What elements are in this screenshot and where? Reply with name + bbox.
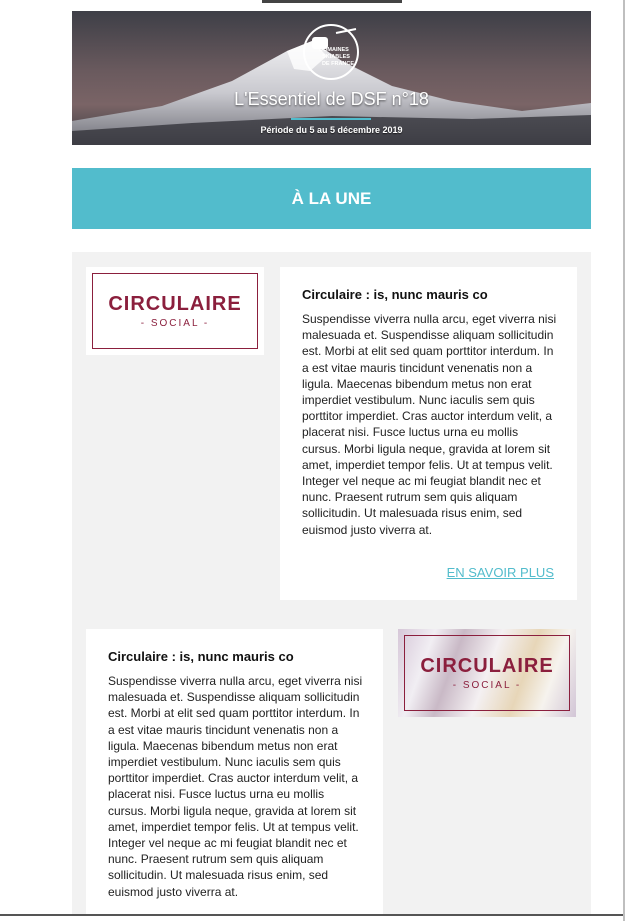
article-2-thumbnail[interactable]	[398, 629, 576, 717]
circulaire-badge	[404, 635, 570, 711]
dsf-logo	[298, 21, 368, 81]
article-1-card	[280, 267, 577, 600]
circulaire-category: - SOCIAL -	[452, 679, 522, 691]
circulaire-category: - SOCIAL -	[140, 317, 210, 329]
top-edge-sliver	[262, 0, 402, 3]
article-1-thumbnail[interactable]	[86, 267, 264, 355]
top-edge	[0, 0, 625, 10]
logo-line-3: DE FRANCE	[321, 61, 355, 67]
bottom-edge	[0, 914, 625, 923]
article-1-title: Circulaire : is, nunc mauris co	[302, 287, 488, 302]
circulaire-badge	[92, 273, 258, 349]
article-2-card	[86, 629, 383, 921]
article-1-body: Suspendisse viverra nulla arcu, eget viverra nisi malesuada et. Suspendisse aliquam sollicitudin est. Morbi at elit sed quam porttitor interdum. In a est vitae mauris tincidunt venenatis non a ligula. Maecenas bibendum metus non erat imperdiet vestibulum. Nunc iaculis sem quis porttitor imperdiet. Cras auctor interdum velit, a placerat nisi. Fusce luctus urna eu mollis cursus. Morbi ligula neque, gravida at lorem sit amet, imperdiet tempor felis. Ut at tempus velit. Integer vel neque ac mi feugiat blandit nec et nunc. Praesent rutrum sem quis aliquam sollicitudin. Ut malesuada risus enim, sed euismod justo viverra at.	[302, 312, 557, 537]
newsletter-title: L'Essentiel de DSF n°18	[234, 89, 429, 109]
header-banner	[72, 11, 591, 145]
read-more-link[interactable]: EN SAVOIR PLUS	[446, 565, 554, 580]
logo-line-1: DOMAINES	[319, 47, 349, 53]
logo-line-2: SKIABLES	[322, 54, 350, 60]
circulaire-word: CIRCULAIRE	[108, 292, 242, 315]
newsletter-period: Période du 5 au 5 décembre 2019	[260, 125, 403, 135]
title-underline	[291, 118, 371, 120]
article-2-title: Circulaire : is, nunc mauris co	[108, 649, 294, 664]
circulaire-word: CIRCULAIRE	[420, 654, 554, 677]
section-heading: À LA UNE	[72, 168, 591, 229]
article-2-body: Suspendisse viverra nulla arcu, eget viverra nisi malesuada et. Suspendisse aliquam sollicitudin est. Morbi at elit sed quam porttitor interdum. In a est vitae mauris tincidunt venenatis non a ligula. Maecenas bibendum metus non erat imperdiet vestibulum. Nunc iaculis sem quis porttitor imperdiet. Cras auctor interdum velit, a placerat nisi. Fusce luctus urna eu mollis cursus. Morbi ligula neque, gravida at lorem sit amet, imperdiet tempor felis. Ut at tempus velit. Integer vel neque ac mi feugiat blandit nec et nunc. Praesent rutrum sem quis aliquam sollicitudin. Ut malesuada risus enim, sed euismod justo viverra at.	[108, 674, 363, 899]
